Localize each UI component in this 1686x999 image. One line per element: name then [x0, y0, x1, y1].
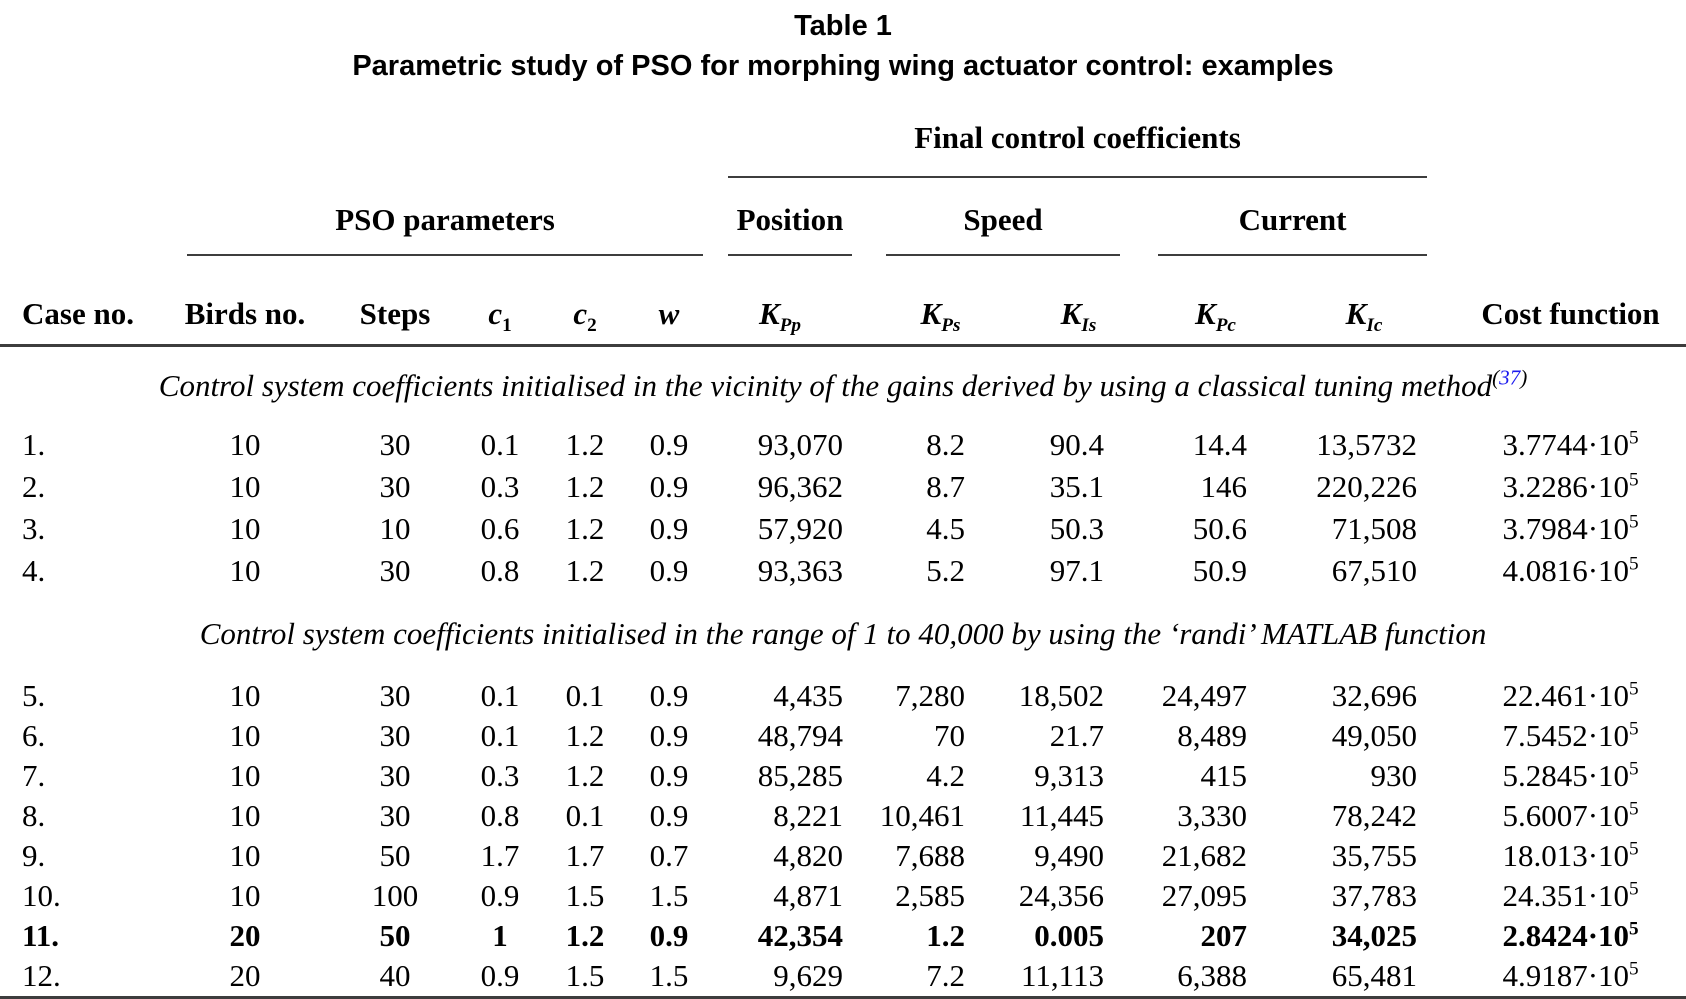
- cell-w: 0.9: [649, 427, 689, 462]
- cell-kis: 0.005: [1034, 918, 1104, 953]
- cell-cost: [1425, 550, 1686, 592]
- cell-steps: 30: [379, 798, 411, 833]
- cell-kps: 7,688: [895, 838, 965, 873]
- cell-kps: 8.2: [926, 427, 965, 462]
- current-group: [1112, 178, 1425, 256]
- cell-c2: 1.2: [565, 511, 605, 546]
- cell-kis: 24,356: [1018, 878, 1104, 913]
- cost-mantissa: 4.0816·10: [1502, 553, 1630, 588]
- cell-kis: 35.1: [1049, 469, 1104, 504]
- cell-c1: 0.8: [480, 553, 520, 588]
- cell-steps: 100: [371, 878, 419, 913]
- cell-kpc: 6,388: [1177, 958, 1247, 993]
- cell-kpp: 93,363: [757, 553, 843, 588]
- cell-cost: [1425, 796, 1686, 836]
- cell-kic: 67,510: [1331, 553, 1418, 588]
- cell-w: 0.9: [649, 798, 689, 833]
- current-label: Current: [1158, 202, 1427, 256]
- cell-birds: 10: [229, 469, 261, 504]
- reference-paren: (: [1492, 365, 1500, 390]
- cell-c2: 1.2: [565, 427, 605, 462]
- table-caption-number: Table 1: [794, 10, 892, 42]
- cost-exponent: 5: [1629, 718, 1639, 740]
- cost-exponent: 5: [1629, 838, 1639, 860]
- cell-kic: 34,025: [1331, 918, 1418, 953]
- cost-exponent: 5: [1629, 958, 1639, 980]
- cell-c1: 0.6: [480, 511, 520, 546]
- cell-w: 0.9: [649, 553, 689, 588]
- cell-kpc: 21,682: [1161, 838, 1247, 873]
- speed-group: [852, 178, 1112, 256]
- reference-superscript: [1492, 365, 1527, 389]
- cell-kps: 4.5: [926, 511, 965, 546]
- cell-kic: 78,242: [1331, 798, 1418, 833]
- cell-case: 7.: [22, 758, 46, 793]
- col-header-steps: Steps: [359, 296, 431, 331]
- position-group: [708, 178, 852, 256]
- speed-label: Speed: [886, 202, 1120, 256]
- cell-kps: 7,280: [895, 678, 965, 713]
- cell-kps: 8.7: [926, 469, 965, 504]
- cell-steps: 30: [379, 758, 411, 793]
- cell-kpc: 14.4: [1192, 427, 1247, 462]
- table-row: [0, 508, 1686, 550]
- table-row: [0, 956, 1686, 998]
- cell-kps: 1.2: [926, 918, 965, 953]
- cell-cost: [1425, 466, 1686, 508]
- cell-birds: 10: [229, 758, 261, 793]
- cell-kpc: 50.6: [1192, 511, 1247, 546]
- cell-w: 0.9: [649, 469, 689, 504]
- cell-kps: 2,585: [895, 878, 965, 913]
- cell-cost: [1425, 756, 1686, 796]
- cell-kic: 71,508: [1331, 511, 1418, 546]
- cell-kic: 220,226: [1316, 469, 1418, 504]
- cell-c1: 0.3: [480, 469, 520, 504]
- col-header-w: w: [658, 296, 680, 331]
- header-group-row-top: [0, 102, 1686, 178]
- cell-birds: 10: [229, 511, 261, 546]
- cost-mantissa: 5.2845·10: [1502, 758, 1630, 793]
- cost-mantissa: 2.8424·10: [1502, 918, 1630, 953]
- cell-kps: 4.2: [926, 758, 965, 793]
- cell-birds: 10: [229, 427, 261, 462]
- cell-cost: [1425, 956, 1686, 998]
- cost-mantissa: 24.351·10: [1502, 878, 1630, 913]
- table-row: [0, 876, 1686, 916]
- table-row: [0, 716, 1686, 756]
- cell-w: 0.9: [649, 718, 689, 753]
- cell-cost: [1425, 916, 1686, 956]
- col-header-c1: $c_1$: [488, 296, 512, 337]
- cell-cost: [1425, 508, 1686, 550]
- cost-exponent: 5: [1629, 918, 1639, 940]
- cost-mantissa: 3.7984·10: [1502, 511, 1630, 546]
- cell-c1: 0.1: [480, 678, 520, 713]
- table-row: [0, 836, 1686, 876]
- cell-c2: 1.2: [565, 718, 605, 753]
- cell-birds: 10: [229, 718, 261, 753]
- cell-kpc: 146: [1200, 469, 1247, 504]
- cell-kpp: 57,920: [757, 511, 843, 546]
- table-caption: [0, 0, 1686, 86]
- cell-kpp: 4,820: [773, 838, 843, 873]
- final-control-coefficients-group: [708, 102, 1425, 178]
- cell-c1: 0.3: [480, 758, 520, 793]
- cell-kpp: 48,794: [757, 718, 843, 753]
- cell-birds: 10: [229, 838, 261, 873]
- cell-w: 0.9: [649, 678, 689, 713]
- cell-kpp: 93,070: [757, 427, 843, 462]
- cell-birds: 20: [229, 918, 261, 953]
- cell-kpp: 4,435: [773, 678, 843, 713]
- cost-mantissa: 5.6007·10: [1502, 798, 1630, 833]
- cell-c2: 0.1: [565, 678, 605, 713]
- table-caption-title: Parametric study of PSO for morphing wing actuator control: examples: [352, 50, 1334, 82]
- section-header-row: [0, 592, 1686, 676]
- cost-mantissa: 3.7744·10: [1502, 427, 1630, 462]
- cell-c2: 1.2: [565, 918, 605, 953]
- cell-case: 2.: [22, 469, 46, 504]
- col-header-kpp: $K_{Pp}$: [758, 296, 802, 337]
- col-header-kis: $K_{Is}$: [1060, 296, 1097, 337]
- pso-parametric-table: [0, 102, 1686, 999]
- cell-w: 0.9: [649, 511, 689, 546]
- table-body: [0, 346, 1686, 998]
- cost-exponent: 5: [1629, 678, 1639, 700]
- cell-kps: 7.2: [926, 958, 965, 993]
- cell-case: 4.: [22, 553, 46, 588]
- reference-number: 37: [1499, 365, 1521, 390]
- cell-kic: 32,696: [1331, 678, 1418, 713]
- cell-kpc: 27,095: [1161, 878, 1247, 913]
- cell-c1: 0.9: [480, 878, 520, 913]
- cell-case: 5.: [22, 678, 46, 713]
- section-text: Control system coefficients initialised in the range of 1 to 40,000 by using the ‘randi’ MATLAB function: [199, 616, 1487, 651]
- cell-kpp: 96,362: [757, 469, 843, 504]
- cost-exponent: 5: [1629, 469, 1639, 491]
- table-row: [0, 676, 1686, 716]
- cell-kis: 21.7: [1049, 718, 1104, 753]
- cell-c2: 0.1: [565, 798, 605, 833]
- final-control-coefficients-label: Final control coefficients: [728, 120, 1427, 178]
- col-header-birds-no: Birds no.: [184, 296, 306, 331]
- cell-steps: 30: [379, 553, 411, 588]
- cell-steps: 30: [379, 678, 411, 713]
- cell-case: 10.: [22, 878, 61, 913]
- cell-steps: 30: [379, 718, 411, 753]
- cell-c1: 0.1: [480, 718, 520, 753]
- cell-w: 1.5: [649, 958, 689, 993]
- cell-kis: 18,502: [1018, 678, 1104, 713]
- cell-kis: 9,490: [1034, 838, 1104, 873]
- cell-case: 8.: [22, 798, 46, 833]
- cell-kis: 97.1: [1049, 553, 1104, 588]
- table-header: [0, 102, 1686, 346]
- section-text: Control system coefficients initialised in the vicinity of the gains derived by using a classical tuning method: [158, 367, 1493, 403]
- cost-exponent: 5: [1629, 427, 1639, 449]
- cell-kpc: 50.9: [1192, 553, 1247, 588]
- cost-exponent: 5: [1629, 553, 1639, 575]
- cell-c2: 1.2: [565, 758, 605, 793]
- cell-kis: 11,445: [1019, 798, 1104, 833]
- cost-exponent: 5: [1629, 798, 1639, 820]
- cell-kpc: 24,497: [1161, 678, 1247, 713]
- cost-exponent: 5: [1629, 878, 1639, 900]
- cell-cost: [1425, 424, 1686, 466]
- cell-kpc: 415: [1200, 758, 1247, 793]
- cell-c1: 0.9: [480, 958, 520, 993]
- cell-kpp: 85,285: [757, 758, 843, 793]
- cell-kic: 65,481: [1331, 958, 1418, 993]
- cell-c1: 1.7: [480, 838, 520, 873]
- column-header-row: [0, 256, 1686, 346]
- cell-c2: 1.2: [565, 469, 605, 504]
- cell-kic: 35,755: [1331, 838, 1418, 873]
- cost-mantissa: 22.461·10: [1502, 678, 1630, 713]
- cell-kps: 70: [934, 718, 965, 753]
- cell-w: 1.5: [649, 878, 689, 913]
- cell-c1: 1: [492, 918, 508, 953]
- table-row: [0, 550, 1686, 592]
- cell-case: 6.: [22, 718, 46, 753]
- cell-kpc: 8,489: [1177, 718, 1247, 753]
- cell-w: 0.9: [649, 758, 689, 793]
- cell-case: 11.: [22, 918, 60, 953]
- cell-c2: 1.5: [565, 958, 605, 993]
- cell-c2: 1.2: [565, 553, 605, 588]
- cost-mantissa: 4.9187·10: [1502, 958, 1630, 993]
- cell-kis: 90.4: [1049, 427, 1104, 462]
- cell-birds: 20: [229, 958, 261, 993]
- cell-case: 3.: [22, 511, 46, 546]
- cell-case: 9.: [22, 838, 46, 873]
- cell-cost: [1425, 836, 1686, 876]
- cell-kic: 49,050: [1331, 718, 1418, 753]
- col-header-cost-function: Cost function: [1481, 296, 1660, 331]
- cell-kic: 13,5732: [1316, 427, 1418, 462]
- col-header-c2: $c_2$: [573, 296, 597, 337]
- pso-parameters-label: PSO parameters: [187, 202, 703, 256]
- cell-kps: 10,461: [879, 798, 965, 833]
- col-header-kps: $K_{Ps}$: [920, 296, 961, 337]
- cell-kis: 50.3: [1049, 511, 1104, 546]
- header-group-row-mid: [0, 178, 1686, 256]
- table-row: [0, 916, 1686, 956]
- cell-cost: [1425, 676, 1686, 716]
- section-label: [0, 592, 1686, 676]
- table-row: [0, 756, 1686, 796]
- cost-mantissa: 3.2286·10: [1502, 469, 1630, 504]
- cell-c2: 1.7: [565, 838, 605, 873]
- table-row: [0, 466, 1686, 508]
- cell-c1: 0.1: [480, 427, 520, 462]
- cell-case: 12.: [22, 958, 61, 993]
- section-label: [0, 346, 1686, 425]
- cell-steps: 30: [379, 427, 411, 462]
- cell-kpp: 9,629: [773, 958, 843, 993]
- cell-birds: 10: [229, 678, 261, 713]
- cell-kpp: 8,221: [773, 798, 843, 833]
- cell-kic: 930: [1370, 758, 1418, 793]
- cell-steps: 50: [379, 918, 411, 953]
- cell-kpc: 3,330: [1177, 798, 1247, 833]
- cell-w: 0.7: [649, 838, 689, 873]
- cell-birds: 10: [229, 878, 261, 913]
- cell-birds: 10: [229, 553, 261, 588]
- cell-birds: 10: [229, 798, 261, 833]
- cell-w: 0.9: [649, 918, 689, 953]
- cell-cost: [1425, 876, 1686, 916]
- cost-exponent: 5: [1629, 511, 1639, 533]
- cell-kps: 5.2: [926, 553, 965, 588]
- cell-kpc: 207: [1200, 918, 1247, 953]
- cell-steps: 40: [379, 958, 411, 993]
- cost-mantissa: 7.5452·10: [1502, 718, 1630, 753]
- pso-parameters-group: [160, 178, 708, 256]
- section-header-row: [0, 346, 1686, 425]
- table-row: [0, 796, 1686, 836]
- cell-c1: 0.8: [480, 798, 520, 833]
- cell-kpp: 4,871: [773, 878, 843, 913]
- col-header-case-no: Case no.: [22, 296, 134, 331]
- cell-kpp: 42,354: [757, 918, 843, 953]
- cell-case: 1.: [22, 427, 46, 462]
- position-label: Position: [728, 202, 852, 256]
- cell-steps: 30: [379, 469, 411, 504]
- col-header-kpc: $K_{Pc}$: [1195, 296, 1236, 337]
- cell-c2: 1.5: [565, 878, 605, 913]
- cell-kic: 37,783: [1331, 878, 1418, 913]
- reference-paren: ): [1520, 365, 1528, 390]
- cost-exponent: 5: [1629, 758, 1639, 780]
- cell-kis: 9,313: [1034, 758, 1104, 793]
- cell-steps: 10: [379, 511, 411, 546]
- col-header-kic: $K_{Ic}$: [1345, 296, 1383, 337]
- table-row: [0, 424, 1686, 466]
- cell-kis: 11,113: [1021, 958, 1104, 993]
- cell-steps: 50: [379, 838, 411, 873]
- cell-cost: [1425, 716, 1686, 756]
- cost-mantissa: 18.013·10: [1502, 838, 1630, 873]
